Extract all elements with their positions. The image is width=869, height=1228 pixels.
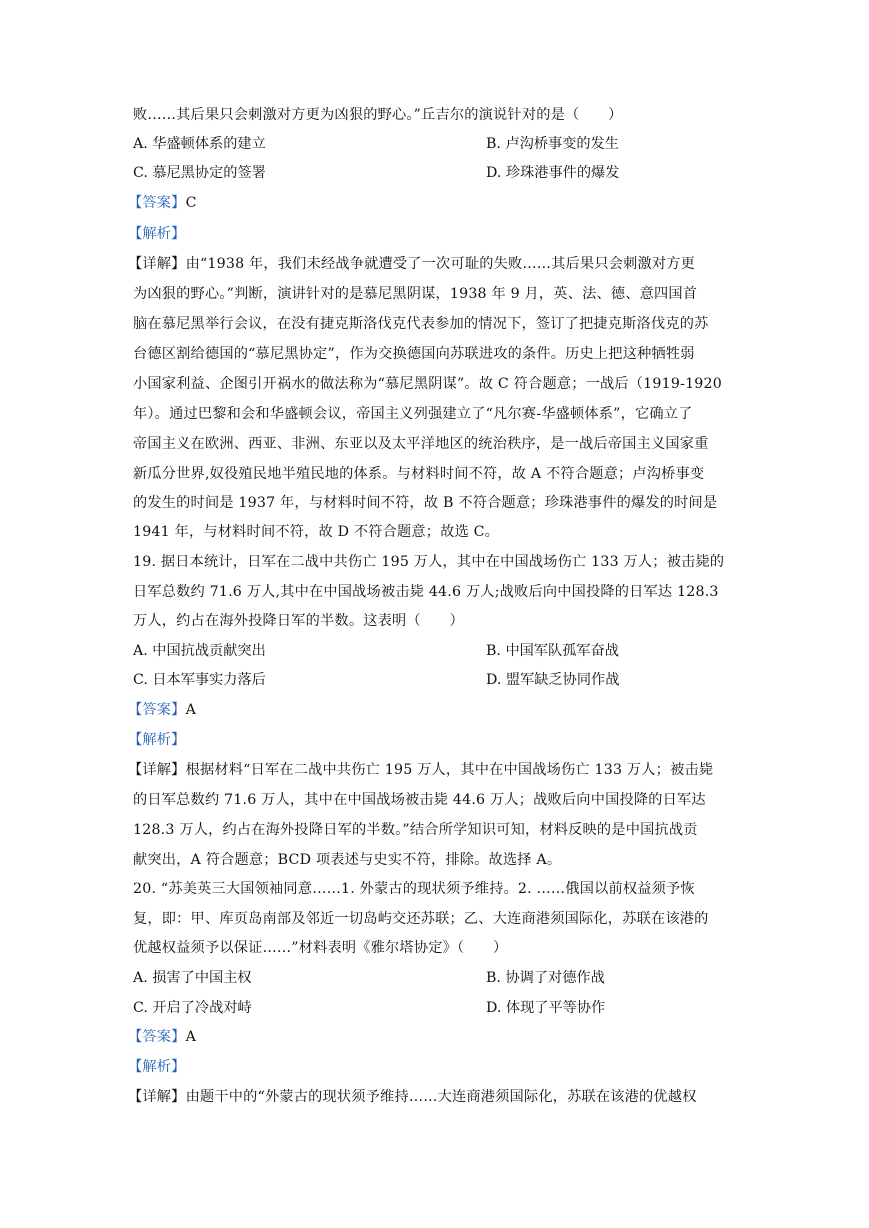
q18-detail-text: 台德区割给德国的“慕尼黑协定”，作为交换德国向苏联进攻的条件。历史上把这种牺牲弱 [133, 346, 695, 362]
q18-detail-text: 新瓜分世界,奴役殖民地半殖民地的体系。与材料时间不符，故 A 不符合题意；卢沟桥事变 [133, 466, 705, 482]
answer-tag: 答案 [142, 1029, 172, 1045]
bracket-close: 】 [171, 1059, 186, 1075]
q19-option-d: D. 盟军缺乏协同作战 [486, 672, 620, 688]
q18-stem-tail: 败……其后果只会刺激对方更为凶狠的野心。”丘吉尔的演说针对的是（ ） [133, 107, 623, 123]
detail-text: 由“1938 年，我们未经战争就遭受了一次可耻的失败……其后果只会刺激对方更 [185, 256, 696, 272]
q18-option-b: B. 卢沟桥事变的发生 [486, 136, 619, 152]
q20-option-c: C. 开启了冷战对峙 [133, 1000, 252, 1016]
answer-tag: 答案 [142, 702, 172, 718]
detail-tag: 详解 [142, 256, 172, 272]
q18-option-c: C. 慕尼黑协定的签署 [133, 165, 266, 181]
q19-detail-line [128, 760, 713, 780]
bracket-open: 【 [128, 195, 143, 211]
q19-option-c: C. 日本军事实力落后 [133, 672, 266, 688]
detail-tag: 详解 [142, 1089, 172, 1105]
bracket-open: 【 [128, 732, 143, 748]
detail-text: 由题干中的“外蒙古的现状须予维持……大连商港须国际化，苏联在该港的优越权 [185, 1089, 697, 1105]
q20-stem: 复，即：甲、库页岛南部及邻近一切岛屿交还苏联；乙、大连商港须国际化，苏联在该港的 [133, 911, 709, 927]
q19-answer [128, 700, 196, 720]
bracket-close: 】 [171, 195, 186, 211]
q20-detail-line [128, 1087, 697, 1107]
q18-answer [128, 193, 197, 213]
bracket-open: 【 [128, 1089, 143, 1105]
q18-option-a: A. 华盛顿体系的建立 [133, 136, 266, 152]
answer-value: A [185, 702, 197, 718]
q19-stem: 万人，约占在海外投降日军的半数。这表明（ ） [133, 613, 464, 629]
q20-option-b: B. 协调了对德作战 [486, 970, 605, 986]
bracket-open: 【 [128, 762, 143, 778]
detail-tag: 详解 [142, 762, 172, 778]
bracket-open: 【 [128, 256, 143, 272]
q20-option-a: A. 损害了中国主权 [133, 970, 252, 986]
q18-detail-text: 小国家利益、企图引开祸水的做法称为“慕尼黑阴谋”。故 C 符合题意；一战后（1919-1920 [133, 376, 722, 392]
q18-detail-line [128, 254, 695, 274]
q20-stem: 优越权益须予以保证……”材料表明《雅尔塔协定》（ ） [133, 940, 508, 956]
q19-detail-text: 的日军总数约 71.6 万人，其中在中国战场被击毙 44.6 万人；战败后向中国投降的日军达 [133, 792, 706, 808]
q20-analysis-tag [128, 1057, 186, 1077]
bracket-open: 【 [128, 226, 143, 242]
bracket-open: 【 [128, 1059, 143, 1075]
q19-analysis-tag [128, 730, 186, 750]
q18-detail-text: 为凶狠的野心。”判断，演讲针对的是慕尼黑阴谋，1938 年 9 月，英、法、德、意四国首 [133, 286, 698, 302]
q19-option-a: A. 中国抗战贡献突出 [133, 643, 266, 659]
q20-stem: 20. “苏美英三大国领袖同意……1. 外蒙古的现状须予维持。2. ……俄国以前权益须予恢 [133, 881, 695, 897]
bracket-close: 】 [171, 226, 186, 242]
analysis-tag: 解析 [142, 226, 172, 242]
q19-stem: 19. 据日本统计，日军在二战中共伤亡 195 万人，其中在中国战场伤亡 133 万人；被击毙的 [133, 554, 725, 570]
bracket-open: 【 [128, 1029, 143, 1045]
bracket-close: 】 [171, 256, 186, 272]
q20-option-d: D. 体现了平等协作 [486, 1000, 606, 1016]
analysis-tag: 解析 [142, 732, 172, 748]
answer-value: C [185, 195, 197, 211]
q18-detail-text: 年）。通过巴黎和会和华盛顿会议，帝国主义列强建立了“凡尔赛-华盛顿体系”，它确立了 [133, 406, 693, 422]
bracket-open: 【 [128, 702, 143, 718]
bracket-close: 】 [171, 1029, 186, 1045]
q18-detail-text: 1941 年，与材料时间不符，故 D 不符合题意；故选 C。 [133, 524, 500, 540]
q20-answer [128, 1027, 196, 1047]
bracket-close: 】 [171, 732, 186, 748]
q19-detail-text: 献突出，A 符合题意；BCD 项表述与史实不符，排除。故选择 A。 [133, 852, 562, 868]
q18-detail-text: 帝国主义在欧洲、西亚、非洲、东亚以及太平洋地区的统治秩序，是一战后帝国主义国家重 [133, 436, 709, 452]
q18-detail-text: 的发生的时间是 1937 年，与材料时间不符，故 B 不符合题意；珍珠港事件的爆发的时间是 [133, 495, 718, 511]
q19-stem: 日军总数约 71.6 万人,其中在中国战场被击毙 44.6 万人;战败后向中国投降的日军达 128.3 [133, 584, 719, 600]
q18-detail-text: 脑在慕尼黑举行会议，在没有捷克斯洛伐克代表参加的情况下，签订了把捷克斯洛伐克的苏 [133, 316, 709, 332]
q18-option-d: D. 珍珠港事件的爆发 [486, 165, 620, 181]
answer-value: A [185, 1029, 197, 1045]
detail-text: 根据材料“日军在二战中共伤亡 195 万人，其中在中国战场伤亡 133 万人；被击毙 [185, 762, 714, 778]
bracket-close: 】 [171, 702, 186, 718]
analysis-tag: 解析 [142, 1059, 172, 1075]
bracket-close: 】 [171, 762, 186, 778]
q19-option-b: B. 中国军队孤军奋战 [486, 643, 619, 659]
bracket-close: 】 [171, 1089, 186, 1105]
q19-detail-text: 128.3 万人，约占在海外投降日军的半数。”结合所学知识可知，材料反映的是中国抗战贡 [133, 822, 698, 838]
q18-analysis-tag [128, 224, 186, 244]
answer-tag: 答案 [142, 195, 172, 211]
